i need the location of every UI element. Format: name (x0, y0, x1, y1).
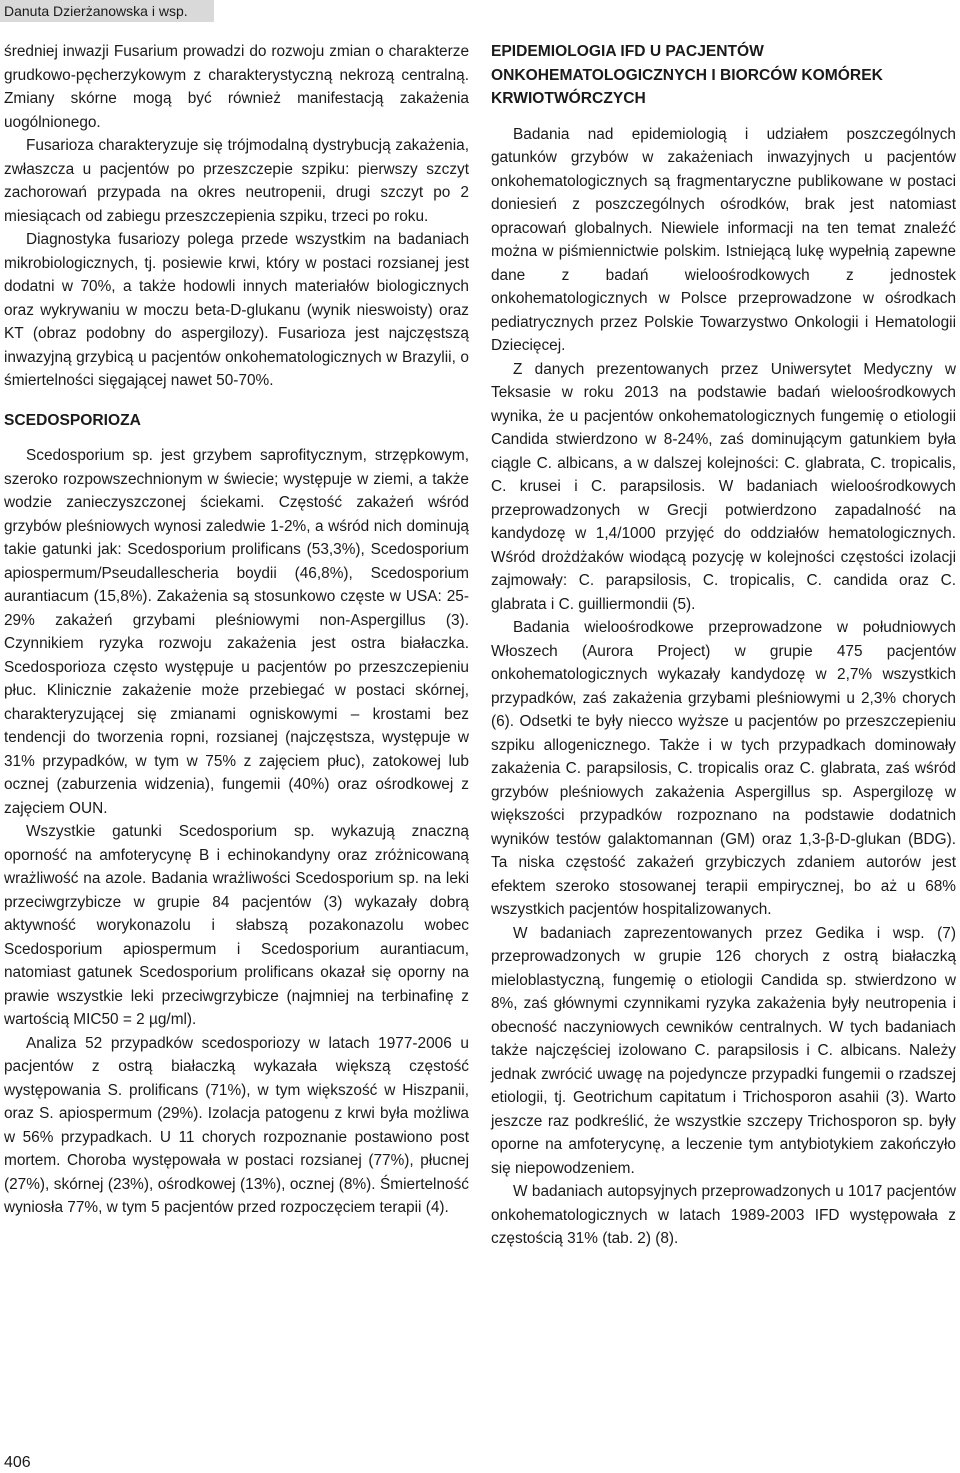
section-heading: EPIDEMIOLOGIA IFD U PACJENTÓW ONKOHEMATOLOGICZNYCH I BIORCÓW KOMÓREK KRWIOTWÓRCZYCH (491, 43, 883, 107)
paragraph: Analiza 52 przypadków scedosporiozy w latach 1977-2006 u pacjentów z ostrą białaczką wykazała większą częstość występowania S. prolificans (71%), w tym większość w Hiszpanii, oraz S. apiospermum (29%). Izolacja patogenu z krwi była możliwa w 56% przypadkach. U 11 chorych rozpoznanie postawiono post mortem. Choroba występowała w postaci rozsianej (77%), płucnej (27%), skórnej (23%), ośrodkowej (13%), ocznej (8%). Śmiertelność wyniosła 77%, w tym 5 pacjentów przed rozpoczęciem terapii (4). (4, 1034, 469, 1216)
right-column (491, 40, 956, 1251)
paragraph: Z danych prezentowanych przez Uniwersytet Medyczny w Teksasie w roku 2013 na podstawie badań wieloośrodkowych wynika, że u pacjentów onkohematologicznych fungemię o etiologii Candida stwierdzono w 8-24%, zaś dominującym gatunkiem była ciągle C. albicans, a w dalszej kolejności: C. glabrata, C. tropicalis, C. krusei i C. parapsilosis. W badaniach wieloośrodkowych przeprowadzonych w Grecji potwierdzono zapadalność na kandydozę w 1,4/1000 przyjęć do oddziałów hematologicznych. Wśród drożdżaków wiodącą pozycję w kolejności częstości izolacji zajmowały: C. parapsilosis, C. tropicalis, C. candida oraz C. glabrata i C. guilliermondii (5). (491, 360, 956, 613)
paragraph: średniej inwazji Fusarium prowadzi do rozwoju zmian o charakterze grudkowo-pęcherzykowym z charakterystyczną nekrozą centralną. Zmiany skórne mogą być również manifestacją zakażenia uogólnionego. (4, 43, 469, 131)
paragraph: Badania wieloośrodkowe przeprowadzone w południowych Włoszech (Aurora Project) w grupie 475 pacjentów onkohematologicznych wykazały kandydozę w 2,7% wszystkich przypadków, zaś zakażenia grzybami pleśniowymi u 2,3% chorych (6). Odsetki te były niecco wyższe u pacjentów po przeszczepieniu szpiku allogenicznego. Także i w tych przypadkach dominowały zakażenia C. parapsilosis, C. tropicalis oraz C. glabrata, zaś wśród grzybów pleśniowych zakażenia Aspergillus sp. Aspergilozę w większości przypadków rozpoznano na podstawie dodatnich wyników testów galaktomannan (GM) oraz 1,3-β-D-glukan (BDG). Ta niska częstość zakażeń grzybiczych zdaniem autorów jest efektem szeroko stosowanej terapii empirycznej, bo aż u 68% wszystkich pacjentów hospitalizowanych. (491, 619, 956, 918)
running-head-bar (0, 0, 214, 22)
paragraph: W badaniach autopsyjnych przeprowadzonych u 1017 pacjentów onkohematologicznych w latach 1989-2003 IFD występowała z częstością 31% (tab. 2) (8). (491, 1183, 956, 1247)
running-head: Danuta Dzierżanowska i wsp. (4, 3, 188, 19)
paragraph: Fusarioza charakteryzuje się trójmodalną dystrybucją zakażenia, zwłaszcza u pacjentów po przeszczepie szpiku: pierwszy szczyt zachorowań przypada na okres neutropenii, drugi szczyt po 2 miesiącach od zabiegu przeszczepienia szpiku, trzeci po roku. (4, 137, 469, 225)
paragraph: W badaniach zaprezentowanych przez Gedika i wsp. (7) przeprowadzonych w grupie 126 chorych z ostrą białaczką mieloblastyczną, fungemię o etiologii Candida sp. stwierdzono w 8%, zaś głównymi czynnikami ryzyka zakażenia były neutropenia i obecność naczyniowych cewników centralnych. W tych badaniach także najczęściej izolowano C. parapsilosis i C. albicans. Należy jednak zwrócić uwagę na pojedyncze przypadki fungemii o rzadszej etiologii, tj. Geotrichum capitatum i Trichosporon asahii (3). Warto jeszcze raz podkreślić, że wszystkie szczepy Trichosporon sp. były oporne na amfoterycynę, a leczenie tym antybiotykiem zakończyło się niepowodzeniem. (491, 924, 956, 1177)
left-column (4, 40, 469, 1220)
section-heading: SCEDOSPORIOZA (4, 411, 141, 429)
paragraph: Wszystkie gatunki Scedosporium sp. wykazują znaczną oporność na amfoterycynę B i echinokandyny oraz zróżnicowaną wrażliwość na azole. Badania wrażliwości Scedosporium sp. na leki przeciwgrzybicze w grupie 84 pacjentów (3) wykazały dobrą aktywność worykonazolu i słabszą pozakonazolu wobec Scedosporium apiospermum i Scedosporium aurantiacum, natomiast gatunek Scedosporium prolificans okazał się oporny na prawie wszystkie leki przeciwgrzybicze (najmniej na terbinafinę z wartością MIC50 = 2 µg/ml). (4, 823, 469, 1028)
paragraph: Scedosporium sp. jest grzybem saprofitycznym, strzępkowym, szeroko rozpowszechnionym w świecie; występuje w ziemi, a także wodzie zanieczyszczonej ściekami. Częstość zakażeń wśród grzybów pleśniowych wynosi zaledwie 1-2%, a wśród nich dominują takie gatunki jak: Scedosporium prolificans (53,3%), Scedosporium apiospermum/Pseudallescheria boydii (46,8%), Scedosporium aurantiacum (15,8%). Zakażenia są stosunkowo częste w USA: 25-29% zakażeń grzybami pleśniowymi non-Aspergillus (3). Czynnikiem ryzyka rozwoju zakażenia jest ostra białaczka. Scedosporioza często występuje u pacjentów po przeszczepieniu płuc. Klinicznie zakażenie może przebiegać w postaci skórnej, charakteryzującej się zmianami ogniskowymi – krostami bez tendencji do tworzenia ropni, rozsianej (najczęstsza, występuje w 31% przypadków, w tym w 75% z zajęciem płuc), zatokowej lub ocznej (zaburzenia widzenia), fungemii (40%) oraz ośrodkowej z zajęciem OUN. (4, 447, 469, 817)
paragraph: Badania nad epidemiologią i udziałem poszczególnych gatunków grzybów w zakażeniach inwazyjnych u pacjentów onkohematologicznych są fragmentaryczne publikowane w postaci doniesień z poszczególnych ośrodków, brak jest natomiast opracowań globalnych. Niewiele informacji na ten temat znaleźć można w piśmiennictwie polskim. Istniejącą lukę wypełnią zapewne dane z badań wieloośrodkowych z jednostek onkohematologicznych w Polsce przeprowadzone w ośrodkach pediatrycznych przez Polskie Towarzystwo Onkologii i Hematologii Dziecięcej. (491, 125, 956, 354)
paragraph: Diagnostyka fusariozy polega przede wszystkim na badaniach mikrobiologicznych, tj. posiewie krwi, który w postaci rozsianej jest dodatni w 70%, a także hodowli innych materiałów biologicznych oraz wykrywaniu w moczu beta-D-glukanu (wynik nieswoisty) oraz KT (obraz podobny do aspergilozy). Fusarioza jest najczęstszą inwazyjną grzybicą u pacjentów onkohematologicznych w Brazylii, o śmiertelności sięgającej nawet 50-70%. (4, 231, 469, 389)
page-number: 406 (4, 1454, 31, 1471)
